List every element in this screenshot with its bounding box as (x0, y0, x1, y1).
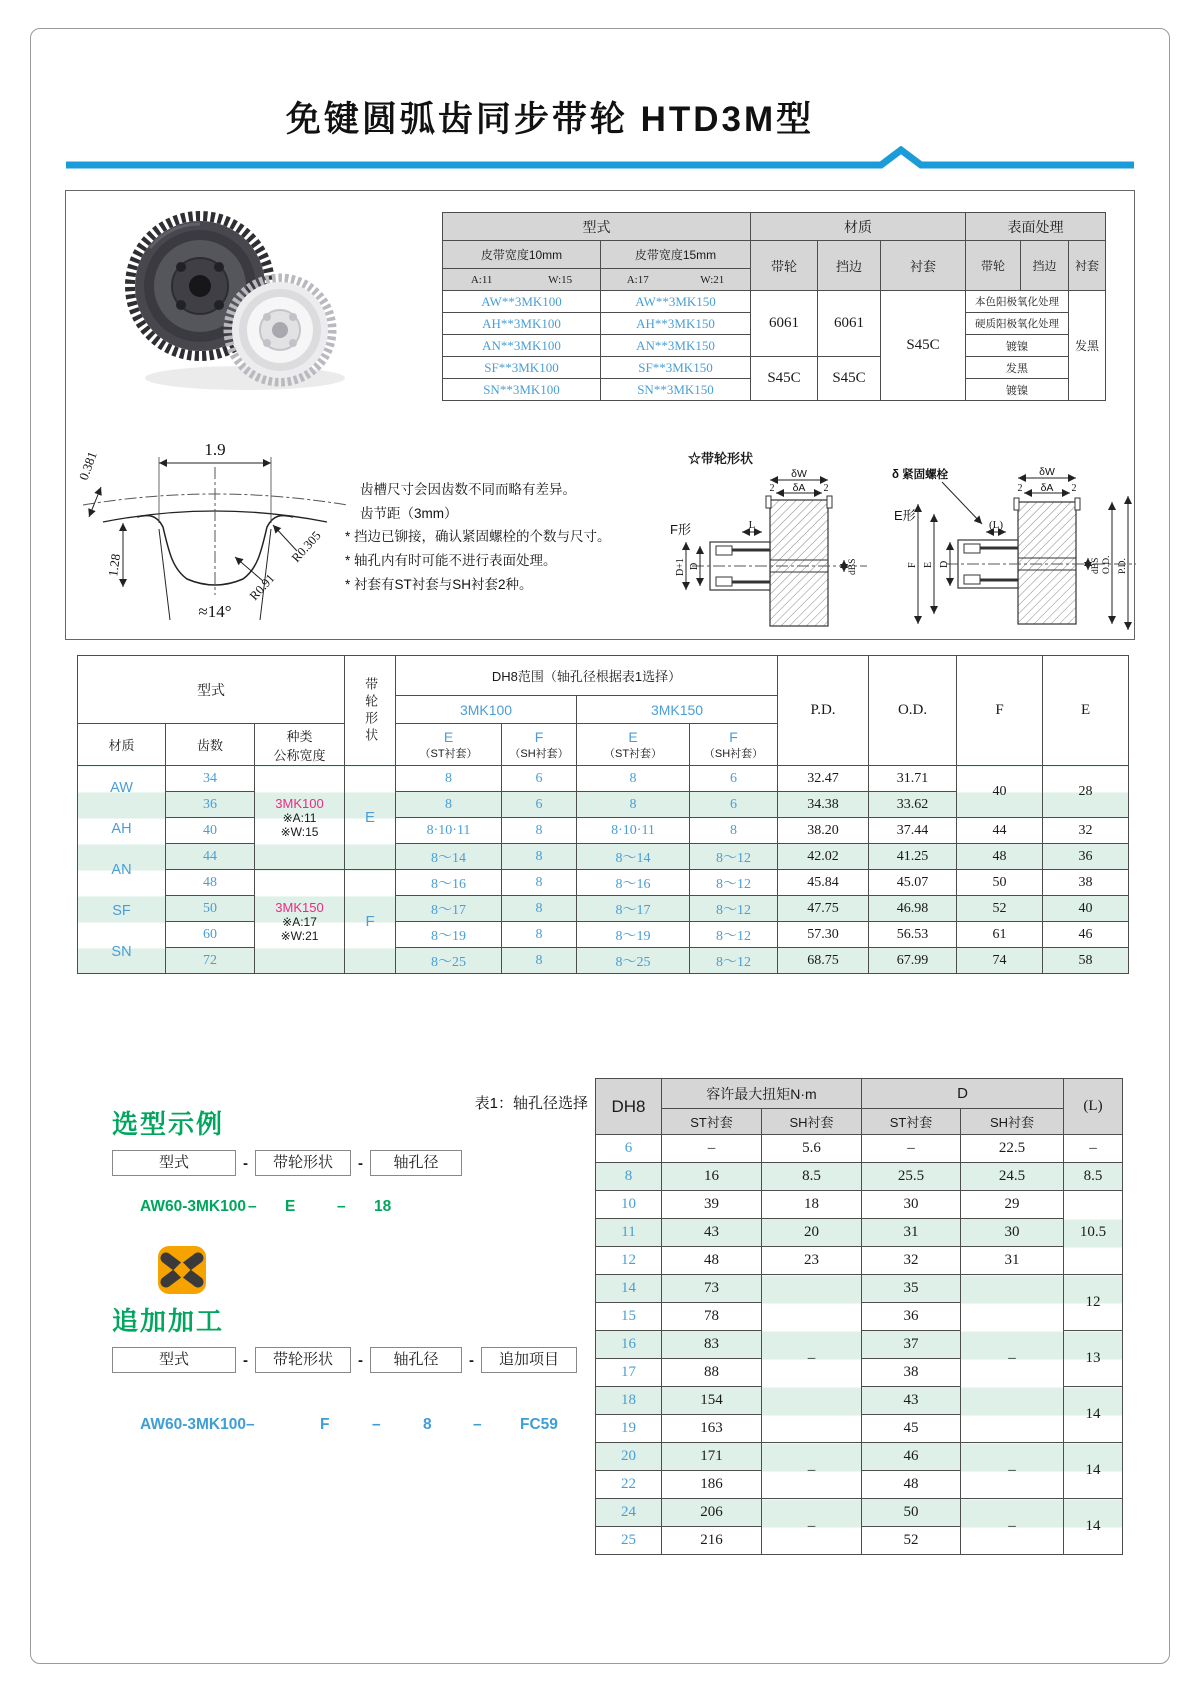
cell: 18 (596, 1387, 662, 1415)
dim-da: δA (792, 482, 806, 494)
cell: 30 (961, 1219, 1064, 1247)
cell: 10 (596, 1191, 662, 1219)
cell: 8～19 (396, 922, 502, 948)
cell: 8～14 (396, 844, 502, 870)
cell: 8～16 (577, 870, 690, 896)
additional-processing-boxes (112, 1347, 577, 1373)
table-row (78, 818, 1129, 844)
e-shape-label: E形 (894, 508, 916, 523)
cell: 24 (596, 1499, 662, 1527)
tooth-profile-drawing (75, 405, 355, 630)
cell: 29 (961, 1191, 1064, 1219)
table-row (596, 1275, 1123, 1303)
cell: 6061 (751, 291, 818, 357)
cell: AN**3MK150 (601, 335, 751, 357)
cell: 25 (596, 1527, 662, 1555)
cell: 发黑 (966, 357, 1069, 379)
cell: 8·10·11 (396, 818, 502, 844)
cell: AH**3MK100 (443, 313, 601, 335)
header-material: 材质 (751, 213, 966, 241)
cell: 88 (662, 1359, 762, 1387)
cell: 43 (662, 1219, 762, 1247)
cell: 8 (577, 792, 690, 818)
cell: 22 (596, 1471, 662, 1499)
cell-shape-f: F (345, 870, 396, 974)
dim-width: 1.9 (204, 440, 226, 459)
cell: 40 (957, 766, 1043, 818)
cell-materials: AW AH AN SF SN (78, 766, 166, 974)
dim-edge: 2 (1071, 483, 1077, 494)
box-bore: 轴孔径 (370, 1150, 462, 1176)
pulley-shapes-title: ☆带轮形状 (688, 451, 754, 466)
dim-e: E (923, 561, 934, 568)
header-model: 型式 (78, 656, 345, 724)
cell: 23 (762, 1247, 862, 1275)
cell: 42.02 (778, 844, 869, 870)
dim-edge: 2 (769, 483, 775, 494)
e-shape-diagram (890, 462, 1140, 638)
table-row (78, 844, 1129, 870)
header-st: ST衬套 (862, 1109, 961, 1135)
cell: 33.62 (869, 792, 957, 818)
note-line: 齿节距（3mm） (360, 505, 458, 521)
dim-od: O.D. (1102, 555, 1112, 574)
dim-dw: δW (791, 468, 807, 480)
dim-l: L (748, 519, 756, 531)
box-model: 型式 (112, 1150, 236, 1176)
cell: 8 (502, 818, 577, 844)
f-shape-label: F形 (670, 522, 691, 537)
cell: 8 (502, 870, 577, 896)
cell: 8 (690, 818, 778, 844)
table-row (596, 1079, 1123, 1109)
cell: 8～12 (690, 896, 778, 922)
cell: 8～14 (577, 844, 690, 870)
cell: 8 (596, 1163, 662, 1191)
dim-dbs: dBS (1091, 557, 1101, 574)
additional-processing-value: AW60-3MK100– F – 8 – FC59 (140, 1416, 558, 1433)
cell: 镀镍 (966, 379, 1069, 401)
header-st: ST衬套 (662, 1109, 762, 1135)
cell: 44 (166, 844, 255, 870)
dim-dbs: dBS (848, 558, 858, 575)
cell: AN**3MK100 (443, 335, 601, 357)
dim-da: δA (1040, 482, 1054, 494)
header-type: 种类 公称宽度 (255, 724, 345, 766)
header-model: 型式 (443, 213, 751, 241)
cell: 6 (690, 792, 778, 818)
cell: 39 (662, 1191, 762, 1219)
header-aw10: A:11 W:15 (443, 269, 601, 291)
cell: 6 (502, 766, 577, 792)
dim-depth: 1.28 (105, 552, 124, 578)
model-material-table (442, 212, 1106, 401)
cell: 8 (502, 844, 577, 870)
cell: 发黑 (1069, 291, 1106, 401)
box-model: 型式 (112, 1347, 236, 1373)
cell: 48 (662, 1247, 762, 1275)
table-row (596, 1247, 1123, 1275)
selection-example-value: AW60-3MK100 – E – 18 (140, 1198, 392, 1215)
cell: SN**3MK100 (443, 379, 601, 401)
cell: 8～17 (577, 896, 690, 922)
cell: 19 (596, 1415, 662, 1443)
cell: AW**3MK100 (443, 291, 601, 313)
cell: 36 (1043, 844, 1129, 870)
header-l: (L) (1064, 1079, 1123, 1135)
header-aw15: A:17 W:21 (601, 269, 751, 291)
cell: SN**3MK150 (601, 379, 751, 401)
cell: 38.20 (778, 818, 869, 844)
cell: 38 (1043, 870, 1129, 896)
header-pulley2: 带轮 (966, 241, 1021, 291)
cell: 15 (596, 1303, 662, 1331)
page-title: 免键圆弧齿同步带轮 HTD3M型 (285, 100, 815, 139)
selection-example-title: 选型示例 (112, 1109, 225, 1139)
header-e-st: E （ST衬套） (577, 724, 690, 766)
table-row (596, 1191, 1123, 1219)
cell: 31.71 (869, 766, 957, 792)
header-od: O.D. (869, 656, 957, 766)
cell: 31 (961, 1247, 1064, 1275)
dim-r-root: R0.91 (246, 571, 278, 604)
table-row (443, 357, 1106, 379)
cell: 45 (862, 1415, 961, 1443)
dim-pd: P.D. (1118, 558, 1128, 574)
box-shape: 带轮形状 (255, 1150, 351, 1176)
cell: 本色阳极氧化处理 (966, 291, 1069, 313)
header-shape: 带轮形状 (345, 656, 396, 766)
cell: 72 (166, 948, 255, 974)
header-dh8: DH8 (596, 1079, 662, 1135)
cell: S45C (818, 357, 881, 401)
cell: – (762, 1499, 862, 1555)
cell: 6 (690, 766, 778, 792)
cell: 36 (862, 1303, 961, 1331)
cell: 8～17 (396, 896, 502, 922)
table-row (78, 656, 1129, 696)
cell: 8.5 (1064, 1163, 1123, 1191)
dim-offset: 0.381 (75, 449, 100, 483)
cell: 14 (1064, 1443, 1123, 1499)
cell: S45C (751, 357, 818, 401)
header-torque: 容许最大扭矩N·m (662, 1079, 862, 1109)
cell: 5.6 (762, 1135, 862, 1163)
cell: 8 (502, 896, 577, 922)
cell: 11 (596, 1219, 662, 1247)
cell: S45C (881, 291, 966, 401)
cell: 171 (662, 1443, 762, 1471)
cell: 镀镍 (966, 335, 1069, 357)
dim-d: D (939, 560, 950, 568)
cell: AH**3MK150 (601, 313, 751, 335)
header-width10: 皮带宽度10mm (443, 241, 601, 269)
cell: 8·10·11 (577, 818, 690, 844)
cell: 30 (862, 1191, 961, 1219)
cell: 8～12 (690, 870, 778, 896)
cell: 67.99 (869, 948, 957, 974)
cell: – (762, 1443, 862, 1499)
cell: 14 (1064, 1387, 1123, 1443)
additional-processing-icon (158, 1246, 206, 1294)
cell: 37.44 (869, 818, 957, 844)
cell: 45.84 (778, 870, 869, 896)
table-row (596, 1135, 1123, 1163)
dim-dw: δW (1039, 466, 1055, 478)
cell: 68.75 (778, 948, 869, 974)
cell: 8 (502, 922, 577, 948)
cell: 34.38 (778, 792, 869, 818)
cell: 8 (396, 766, 502, 792)
cell: 6 (502, 792, 577, 818)
cell: 48 (166, 870, 255, 896)
cell: 154 (662, 1387, 762, 1415)
header-f: F (957, 656, 1043, 766)
dim-angle: ≈14° (198, 602, 232, 621)
box-separator: - (469, 1351, 474, 1369)
cell: 20 (762, 1219, 862, 1247)
cell: 8～12 (690, 922, 778, 948)
cell: 28 (1043, 766, 1129, 818)
table-row (78, 766, 1129, 792)
cell: 8 (502, 948, 577, 974)
box-separator: - (243, 1154, 248, 1172)
cell: 61 (957, 922, 1043, 948)
cell: 186 (662, 1471, 762, 1499)
note-line: 齿槽尺寸会因齿数不同而略有差异。 (360, 482, 576, 497)
header-e-st: E （ST衬套） (396, 724, 502, 766)
box-shape: 带轮形状 (255, 1347, 351, 1373)
box-separator: - (243, 1351, 248, 1369)
header-flange2: 挡边 (1021, 241, 1069, 291)
cell: 58 (1043, 948, 1129, 974)
cell: 8 (577, 766, 690, 792)
bolt-label: δ 紧固螺栓 (892, 469, 949, 481)
dim-edge: 2 (823, 483, 829, 494)
cell: 8～19 (577, 922, 690, 948)
cell: 8～25 (396, 948, 502, 974)
header-3mk150: 3MK150 (577, 696, 778, 724)
cell: 8～12 (690, 948, 778, 974)
cell: 12 (1064, 1275, 1123, 1331)
dim-edge: 2 (1017, 483, 1023, 494)
box-bore: 轴孔径 (370, 1347, 462, 1373)
table-row (78, 922, 1129, 948)
box-item: 追加项目 (481, 1347, 577, 1373)
cell: 8 (396, 792, 502, 818)
cell: 22.5 (961, 1135, 1064, 1163)
header-f-sh: F （SH衬套） (502, 724, 577, 766)
cell: 14 (1064, 1499, 1123, 1555)
cell: 8～16 (396, 870, 502, 896)
header-teeth: 齿数 (166, 724, 255, 766)
table-row (78, 896, 1129, 922)
cell: 43 (862, 1387, 961, 1415)
cell: 46 (862, 1443, 961, 1471)
box-separator: - (358, 1154, 363, 1172)
cell: 40 (1043, 896, 1129, 922)
cell: AW**3MK150 (601, 291, 751, 313)
table1-label: 表1：轴孔径选择 (474, 1095, 588, 1112)
cell: 50 (957, 870, 1043, 896)
cell: 38 (862, 1359, 961, 1387)
cell: 24.5 (961, 1163, 1064, 1191)
header-e: E (1043, 656, 1129, 766)
header-d: D (862, 1079, 1064, 1109)
box-separator: - (358, 1351, 363, 1369)
cell: 48 (957, 844, 1043, 870)
cell: 34 (166, 766, 255, 792)
cell: 8～25 (577, 948, 690, 974)
table-row (596, 1163, 1123, 1191)
cell: 10.5 (1064, 1191, 1123, 1275)
cell: 32 (1043, 818, 1129, 844)
dim-r-tip: R0.305 (288, 528, 324, 566)
cell: SF**3MK100 (443, 357, 601, 379)
header-pulley: 带轮 (751, 241, 818, 291)
cell: 206 (662, 1499, 762, 1527)
cell: 6061 (818, 291, 881, 357)
cell: 6 (596, 1135, 662, 1163)
main-spec-table (77, 655, 1129, 974)
cell: 60 (166, 922, 255, 948)
cell: 37 (862, 1331, 961, 1359)
title-divider (66, 146, 1136, 172)
cell: 16 (596, 1331, 662, 1359)
cell: 52 (862, 1527, 961, 1555)
cell: 8.5 (762, 1163, 862, 1191)
cell: 44 (957, 818, 1043, 844)
cell: – (1064, 1135, 1123, 1163)
cell: 36 (166, 792, 255, 818)
product-photo (95, 198, 365, 398)
cell: 35 (862, 1275, 961, 1303)
cell-shape-e: E (345, 766, 396, 870)
cell: 47.75 (778, 896, 869, 922)
cell: 50 (166, 896, 255, 922)
cell: 17 (596, 1359, 662, 1387)
header-dh8-range: DH8范围（轴孔径根据表1选择） (396, 656, 778, 696)
cell: 8～12 (690, 844, 778, 870)
bore-selection-table (595, 1078, 1123, 1555)
cell: 46.98 (869, 896, 957, 922)
f-shape-diagram (652, 466, 887, 638)
cell: 41.25 (869, 844, 957, 870)
cell: 32 (862, 1247, 961, 1275)
cell: – (662, 1135, 762, 1163)
header-sh: SH衬套 (961, 1109, 1064, 1135)
selection-example-boxes (112, 1150, 462, 1176)
table-row (78, 870, 1129, 896)
cell: 12 (596, 1247, 662, 1275)
cell: 74 (957, 948, 1043, 974)
cell: 57.30 (778, 922, 869, 948)
table-row (596, 1499, 1123, 1527)
cell: – (762, 1275, 862, 1443)
header-material: 材质 (78, 724, 166, 766)
cell: 16 (662, 1163, 762, 1191)
cell: 14 (596, 1275, 662, 1303)
cell: – (862, 1135, 961, 1163)
cell: 45.07 (869, 870, 957, 896)
table-row (443, 241, 1106, 269)
cell: 73 (662, 1275, 762, 1303)
cell: 50 (862, 1499, 961, 1527)
cell: 硬质阳极氧化处理 (966, 313, 1069, 335)
table-row (78, 948, 1129, 974)
note-line: * 衬套有ST衬套与SH衬套2种。 (345, 576, 533, 592)
note-line: * 挡边已铆接，确认紧固螺栓的个数与尺寸。 (345, 529, 611, 545)
header-flange: 挡边 (818, 241, 881, 291)
cell: 216 (662, 1527, 762, 1555)
table-row (596, 1443, 1123, 1471)
cell-type150: 3MK150 ※A:17 ※W:21 (255, 870, 345, 974)
header-sh: SH衬套 (762, 1109, 862, 1135)
table-row (443, 291, 1106, 313)
table-row (596, 1219, 1123, 1247)
cell: 46 (1043, 922, 1129, 948)
cell: 32.47 (778, 766, 869, 792)
cell: 48 (862, 1471, 961, 1499)
cell: – (961, 1443, 1064, 1499)
notes (345, 478, 685, 596)
header-pd: P.D. (778, 656, 869, 766)
cell: 163 (662, 1415, 762, 1443)
dim-dplus: D+1 (675, 558, 686, 576)
table-row (596, 1109, 1123, 1135)
cell: – (961, 1499, 1064, 1555)
note-line: * 轴孔内有时可能不进行表面处理。 (345, 552, 557, 568)
header-width15: 皮带宽度15mm (601, 241, 751, 269)
header-bushing: 衬套 (881, 241, 966, 291)
additional-processing-title: 追加加工 (112, 1306, 225, 1336)
cell-type100: 3MK100 ※A:11 ※W:15 (255, 766, 345, 870)
header-surface: 表面处理 (966, 213, 1106, 241)
header-f-sh: F （SH衬套） (690, 724, 778, 766)
cell: 78 (662, 1303, 762, 1331)
cell: 52 (957, 896, 1043, 922)
cell: SF**3MK150 (601, 357, 751, 379)
cell: 25.5 (862, 1163, 961, 1191)
cell: – (961, 1275, 1064, 1443)
header-bushing2: 衬套 (1069, 241, 1106, 291)
cell: 31 (862, 1219, 961, 1247)
dim-d: D (689, 562, 700, 570)
cell: 18 (762, 1191, 862, 1219)
dim-lp: (L) (988, 519, 1004, 531)
cell: 13 (1064, 1331, 1123, 1387)
header-3mk100: 3MK100 (396, 696, 577, 724)
cell: 83 (662, 1331, 762, 1359)
cell: 20 (596, 1443, 662, 1471)
dim-f: F (907, 562, 918, 568)
table-row (443, 213, 1106, 241)
cell: 56.53 (869, 922, 957, 948)
cell: 40 (166, 818, 255, 844)
